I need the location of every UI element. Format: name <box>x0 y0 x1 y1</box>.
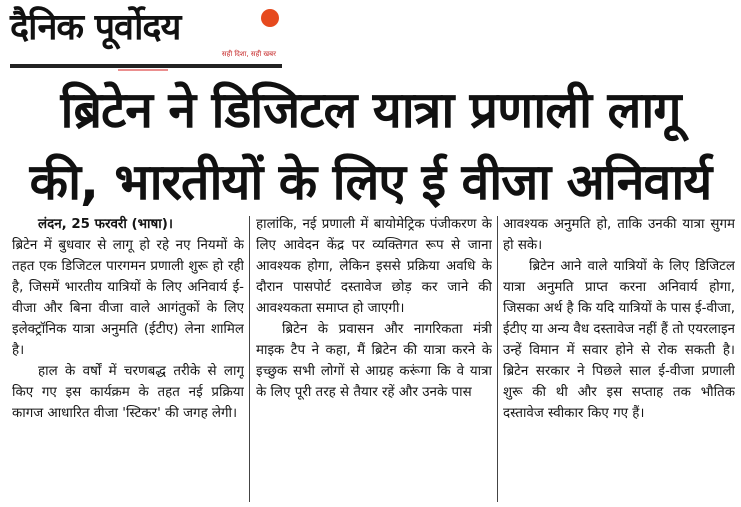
article-paragraph <box>12 214 244 361</box>
logo-dot-icon <box>261 9 279 27</box>
paragraph-text: ब्रिटेन में बुधवार से लागू हो रहे नए नियमों के तहत एक डिजिटल पारगमन प्रणाली शुरू हो रही है, जिसमें भारतीय यात्रियों के लिए अनिवार्य ई-वीजा और बिना वीजा वाले आगंतुकों के लिए इलेक्ट्रॉनिक यात्रा अनुमति (ईटीए) लेना शामिल है। <box>12 238 244 358</box>
column-divider <box>249 216 250 502</box>
headline-line-1: ब्रिटेन ने डिजिटल यात्रा प्रणाली लागू <box>60 81 681 139</box>
article-paragraph: ब्रिटेन के प्रवासन और नागरिकता मंत्री माइक टैप ने कहा, मैं ब्रिटेन की यात्रा करने के इच्छुक सभी लोगों से आग्रह करूंगा कि वे यात्रा के लिए पूरी तरह से तैयार रहें और उनके पास <box>256 322 492 400</box>
article-paragraph: हालांकि, नई प्रणाली में बायोमेट्रिक पंजीकरण के लिए आवेदन केंद्र पर व्यक्तिगत रूप से जाना आवश्यक होगा, लेकिन इससे प्रक्रिया अवधि के दौरान पासपोर्ट दस्तावेज छोड़ कर जाने की आवश्यकता समाप्त हो जाएगी। <box>256 217 492 316</box>
dateline: लंदन, 25 फरवरी (भाषा)। <box>38 217 173 232</box>
masthead-underline <box>10 64 282 68</box>
masthead-accent-line <box>118 69 168 71</box>
newspaper-tagline: सही दिशा, सही खबर <box>221 50 276 58</box>
article-paragraph: आवश्यक अनुमति हो, ताकि उनकी यात्रा सुगम हो सके। <box>503 217 735 253</box>
article-column-2 <box>256 214 492 504</box>
article-paragraph: ब्रिटेन आने वाले यात्रियों के लिए डिजिटल यात्रा अनुमति प्राप्त करना अनिवार्य होगा, जिसका अर्थ है कि यदि यात्रियों के पास ई-वीजा, ईटीए या अन्य वैध दस्तावेज नहीं हैं तो एयरलाइन उन्हें विमान में सवार होने से रोक सकती है। ब्रिटेन सरकार ने पिछले साल ई-वीजा प्रणाली शुरू की थी और इस सप्ताह तक भौतिक दस्तावेज स्वीकार किए गए हैं। <box>503 259 735 421</box>
article-column-1 <box>12 214 244 504</box>
article-paragraph: हाल के वर्षों में चरणबद्ध तरीके से लागू किए गए इस कार्यक्रम के तहत नई प्रक्रिया कागज आधारित वीजा 'स्टिकर' की जगह लेगी। <box>12 364 244 421</box>
newspaper-name: दैनिक पूर्वोदय <box>10 7 181 48</box>
article-column-3 <box>503 214 735 504</box>
masthead-logo <box>10 6 278 66</box>
column-divider <box>497 216 498 502</box>
headline-line-2: की, भारतीयों के लिए ई वीजा अनिवार्य <box>29 153 712 211</box>
